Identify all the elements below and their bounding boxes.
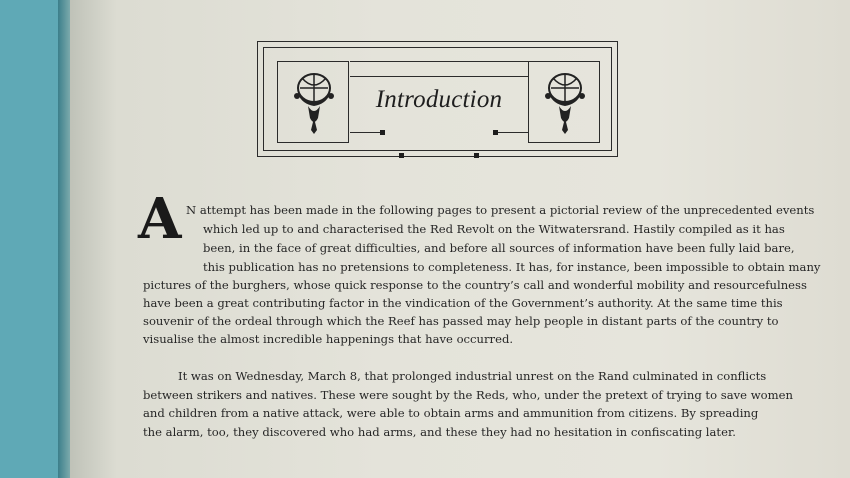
basket-ornament-left-icon xyxy=(292,70,336,136)
text-line: this publication has no pretensions to completeness. It has, for instance, been impossible to obtain many xyxy=(203,260,821,274)
text-line: been, in the face of great difficulties, and before all sources of information have been fully laid bare, xyxy=(203,241,795,255)
text-line: visualise the almost incredible happenings that have occurred. xyxy=(143,332,514,346)
text-line: It was on Wednesday, March 8, that prolonged industrial unrest on the Rand culminated in conflicts xyxy=(178,369,767,383)
page-title: Introduction xyxy=(375,86,503,113)
rule-square-right xyxy=(493,130,498,135)
text-line: N attempt has been made in the following pages to present a pictorial review of the unprecedented events xyxy=(186,203,815,217)
drop-cap: A xyxy=(138,186,182,252)
text-line: have been a great contributing factor in the vindication of the Government’s authority. At the same time this xyxy=(143,296,783,310)
basket-ornament-right-icon xyxy=(543,70,587,136)
text-line: and children from a native attack, were able to obtain arms and ammunition from citizens. By spreading xyxy=(143,406,759,420)
frame-square-right xyxy=(474,153,479,158)
text-line: souvenir of the ordeal through which the Reef has passed may help people in distant parts of the country to xyxy=(143,314,779,328)
text-line: which led up to and characterised the Red Revolt on the Witwatersrand. Hastily compiled as it has xyxy=(203,222,785,236)
rule-square-left xyxy=(380,130,385,135)
text-line: between strikers and natives. These were sought by the Reds, who, under the pretext of trying to save women xyxy=(143,388,793,402)
title-top-rule xyxy=(350,61,528,62)
title-lower-rule-right xyxy=(496,132,528,133)
title-upper-rule xyxy=(350,76,528,77)
text-line: pictures of the burghers, whose quick response to the country’s call and wonderful mobility and resourcefulness xyxy=(143,278,807,292)
title-lower-rule-left xyxy=(350,132,382,133)
text-line: the alarm, too, they discovered who had arms, and these they had no hesitation in confiscating later. xyxy=(143,425,736,439)
frame-square-left xyxy=(399,153,404,158)
